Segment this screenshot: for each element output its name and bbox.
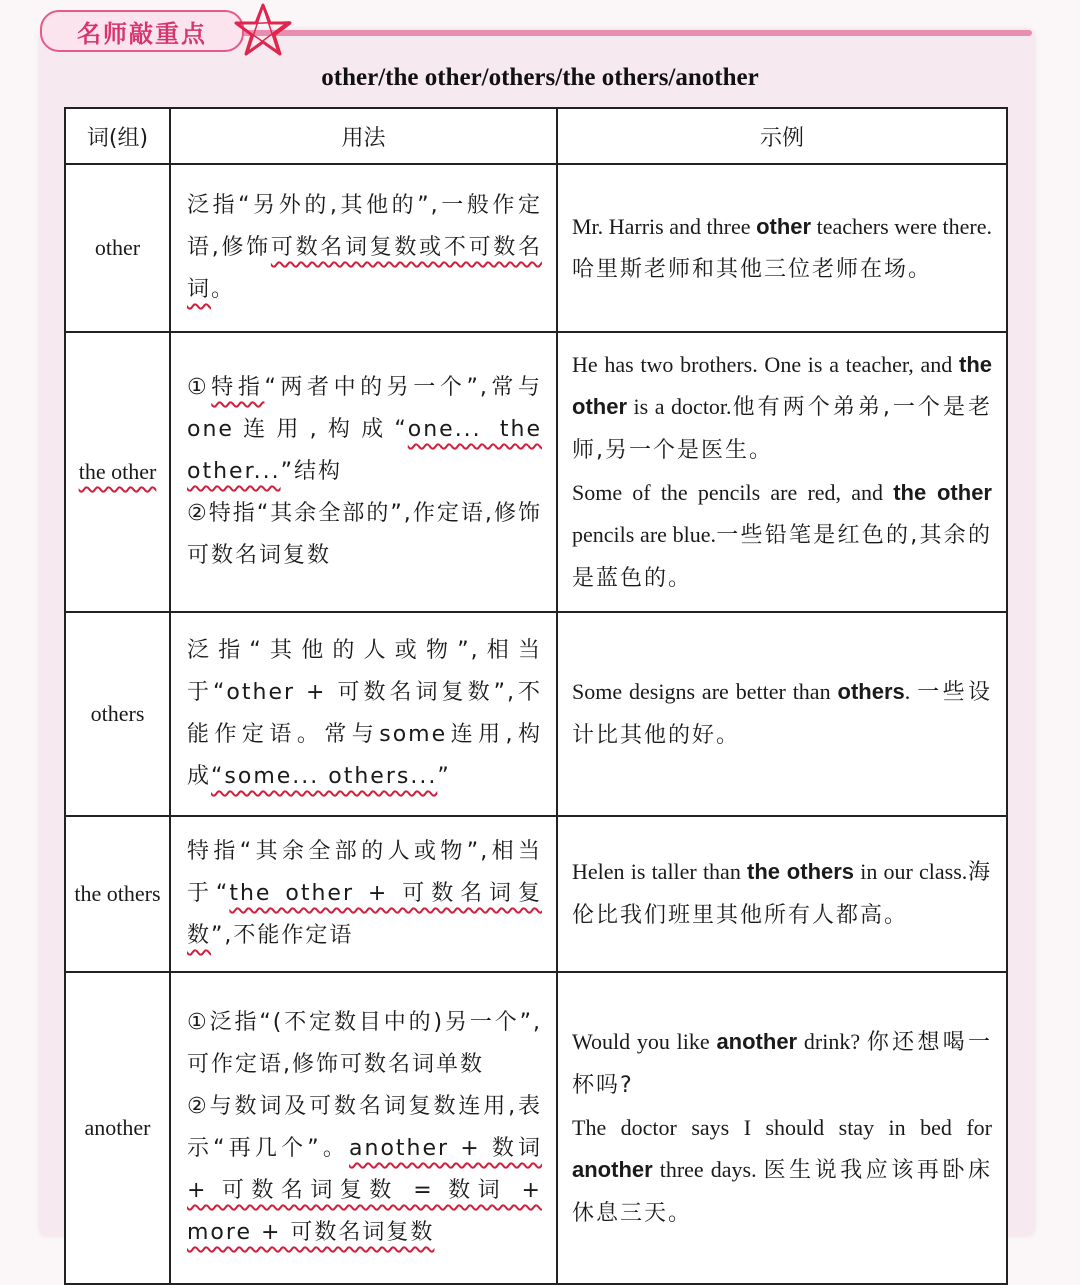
example-translation: 哈里斯老师和其他三位老师在场。 — [572, 256, 933, 282]
word-cell — [65, 612, 170, 816]
example-keyword: another — [716, 1029, 798, 1054]
word-cell — [65, 164, 170, 332]
table-row — [65, 816, 1007, 972]
example-cell — [557, 332, 1007, 612]
example-translation: 一些铅笔是红色的,其余的是蓝色的。 — [572, 523, 992, 591]
usage-text: 泛指“其他的人或物”,相当于“other + 可数名词复数”,不能作定语。常与some连用,构成 — [187, 638, 542, 789]
example-keyword: the other — [572, 352, 992, 419]
word-cell — [65, 332, 170, 612]
star-icon — [232, 2, 294, 58]
table-header-row — [65, 108, 1007, 164]
example-cell — [557, 972, 1007, 1284]
example-text: Some of the pencils are red, and — [572, 480, 894, 505]
example-text-end: in our class. — [854, 859, 968, 884]
usage-point-1 — [187, 367, 542, 493]
usage-text-end: ”,不能作定语 — [211, 923, 354, 948]
example-translation: 医生说我应该再卧床休息三天。 — [572, 1158, 992, 1226]
usage-pattern: “some... others... — [211, 764, 438, 789]
example-translation: 海伦比我们班里其他所有人都高。 — [572, 860, 992, 928]
usage-point-2 — [187, 1086, 542, 1254]
usage-text-end: ” — [437, 764, 451, 789]
header-rule — [235, 30, 1032, 36]
usage-point-2: ②特指“其余全部的”,作定语,修饰可数名词复数 — [187, 501, 542, 568]
usage-pattern: the other + 可数名词复数 — [187, 881, 542, 948]
usage-cell — [170, 816, 557, 972]
usage-point-1: ①泛指“(不定数目中的)另一个”,可作定语,修饰可数名词单数 — [187, 1010, 542, 1077]
example-translation: 你还想喝一杯吗? — [572, 1030, 992, 1098]
column-header-usage: 用法 — [170, 108, 557, 164]
example-text-end: pencils are blue. — [572, 522, 717, 547]
table-row — [65, 164, 1007, 332]
word-label: other — [94, 235, 141, 260]
banner — [40, 10, 244, 52]
usage-cell — [170, 164, 557, 332]
usage-text: 泛指“另外的,其他的”,一般作定语,修饰 — [187, 193, 542, 260]
word-label: the others — [74, 881, 161, 906]
example-cell — [557, 164, 1007, 332]
example-cell — [557, 816, 1007, 972]
document-title: other/the other/others/the others/another — [321, 64, 759, 91]
example-text: Helen is taller than — [572, 859, 748, 884]
column-header-word: 词(组) — [65, 108, 170, 164]
table-row — [65, 972, 1007, 1284]
usage-text-end: ”结构 — [280, 459, 342, 484]
usage-pattern: one... the other... — [187, 417, 542, 484]
example-keyword: others — [837, 679, 905, 704]
example-keyword: another — [572, 1157, 653, 1182]
table-row — [65, 612, 1007, 816]
word-label: the other — [78, 459, 157, 484]
example-text: He has two brothers. One is a teacher, and — [572, 352, 959, 377]
usage-highlight: 特指 — [211, 375, 265, 400]
usage-formula: another + 数词 + 可数名词复数 = 数词 + more + 可数名词复数 — [187, 1136, 542, 1245]
word-cell — [65, 816, 170, 972]
word-cell — [65, 972, 170, 1284]
example-text-end: . — [904, 679, 918, 704]
example-sentence-2 — [572, 472, 992, 600]
example-keyword: the other — [893, 480, 992, 505]
example-text-end: drink? — [797, 1029, 867, 1054]
example-text-end: is a doctor. — [627, 394, 732, 419]
banner-title: 名师敲重点 — [77, 19, 207, 48]
example-translation: 一些设计比其他的好。 — [572, 680, 992, 748]
example-text-end: three days. — [652, 1157, 764, 1182]
example-text: Mr. Harris and three — [572, 213, 757, 239]
usage-cell — [170, 612, 557, 816]
usage-highlight: 可数名词复数或不可数名词 — [187, 235, 542, 302]
example-text: The doctor says I should stay in bed for — [572, 1115, 992, 1140]
usage-number: ① — [187, 375, 212, 400]
example-sentence-1 — [572, 344, 992, 472]
usage-text: 特指“其余全部的人或物”,相当于“ — [187, 839, 542, 906]
example-cell — [557, 612, 1007, 816]
usage-cell — [170, 972, 557, 1284]
example-keyword: the others — [747, 859, 855, 884]
usage-text: ②与数词及可数名词复数连用,表示“再几个”。 — [187, 1094, 542, 1161]
example-sentence-2 — [572, 1107, 992, 1235]
column-header-example: 示例 — [557, 108, 1007, 164]
word-label: others — [90, 701, 145, 726]
example-translation: 他有两个弟弟,一个是老师,另一个是医生。 — [572, 395, 992, 463]
example-text-end: teachers were there. — [811, 213, 992, 239]
usage-cell — [170, 332, 557, 612]
example-keyword: other — [756, 213, 812, 239]
grammar-table — [64, 107, 1008, 1285]
example-text: Would you like — [572, 1029, 717, 1054]
usage-text-end: 。 — [211, 277, 236, 302]
word-label: another — [84, 1115, 151, 1140]
table-row — [65, 332, 1007, 612]
example-sentence-1 — [572, 1021, 992, 1107]
usage-text: “两者中的另一个”,常与one连用,构成“ — [187, 375, 542, 442]
example-text: Some designs are better than — [572, 679, 838, 704]
